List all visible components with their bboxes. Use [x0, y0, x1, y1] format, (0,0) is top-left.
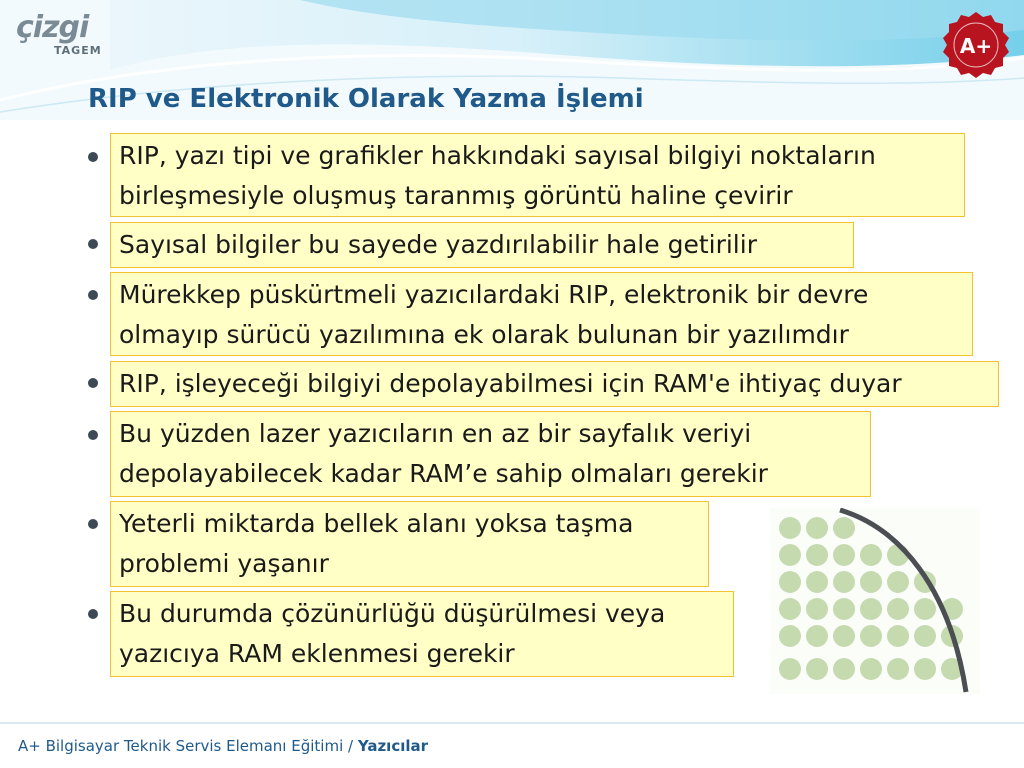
raster-dot	[833, 517, 855, 539]
bullet-text: olmayıp sürücü yazılımına ek olarak bulunan bir yazılımdır	[119, 320, 849, 349]
raster-dot	[806, 625, 828, 647]
bullet-dot	[88, 519, 98, 529]
slide-title: RIP ve Elektronik Olarak Yazma İşlemi	[88, 84, 644, 114]
raster-dot	[860, 625, 882, 647]
bullet-box-7	[110, 591, 734, 677]
raster-dot	[779, 625, 801, 647]
raster-dot	[887, 571, 909, 593]
raster-dot	[779, 517, 801, 539]
raster-dot	[779, 544, 801, 566]
logo-wordmark: çizgi	[16, 10, 89, 45]
raster-dot	[860, 658, 882, 680]
raster-dot	[887, 598, 909, 620]
bullet-dot	[88, 609, 98, 619]
bullet-box-5	[110, 411, 871, 497]
footer-divider	[0, 722, 1024, 724]
raster-dot	[806, 598, 828, 620]
a-plus-seal-icon	[938, 10, 1014, 82]
raster-dot	[914, 598, 936, 620]
raster-dot	[806, 658, 828, 680]
footer-section: Yazıcılar	[357, 737, 429, 755]
bullet-box-4	[110, 361, 999, 407]
bullet-text: depolayabilecek kadar RAM’e sahip olmaları gerekir	[119, 459, 768, 488]
bullet-dot	[88, 378, 98, 388]
bullet-text: Yeterli miktarda bellek alanı yoksa taşma	[119, 509, 634, 538]
raster-dot	[779, 571, 801, 593]
bullet-text: Bu yüzden lazer yazıcıların en az bir sayfalık veriyi	[119, 419, 752, 448]
raster-dot	[833, 598, 855, 620]
raster-dot	[806, 517, 828, 539]
bullet-text: problemi yaşanır	[119, 549, 329, 578]
logo-subtitle: TAGEM	[54, 44, 102, 57]
raster-dot	[860, 598, 882, 620]
bullet-text: RIP, işleyeceği bilgiyi depolayabilmesi için RAM'e ihtiyaç duyar	[119, 369, 902, 398]
raster-dot	[860, 544, 882, 566]
cizgi-tagem-logo	[14, 10, 106, 62]
footer-course: A+ Bilgisayar Teknik Servis Elemanı Eğitimi	[18, 737, 344, 755]
footer-separator: /	[343, 737, 358, 755]
bullet-box-6	[110, 501, 709, 587]
bullet-box-3	[110, 272, 973, 356]
raster-dot	[833, 625, 855, 647]
bullet-dot	[88, 430, 98, 440]
bullet-text: birleşmesiyle oluşmuş taranmış görüntü haline çevirir	[119, 181, 793, 210]
bullet-text: RIP, yazı tipi ve grafikler hakkındaki sayısal bilgiyi noktaların	[119, 141, 876, 170]
bullet-text: Sayısal bilgiler bu sayede yazdırılabilir hale getirilir	[119, 230, 757, 259]
raster-dot	[806, 544, 828, 566]
bullet-text: yazıcıya RAM eklenmesi gerekir	[119, 639, 515, 668]
bullet-box-2	[110, 222, 854, 268]
bullet-text: Bu durumda çözünürlüğü düşürülmesi veya	[119, 599, 666, 628]
raster-dot	[860, 571, 882, 593]
raster-dot	[833, 658, 855, 680]
dot-raster-illustration	[770, 508, 980, 694]
footer	[18, 737, 428, 755]
bullet-text: Mürekkep püskürtmeli yazıcılardaki RIP, elektronik bir devre	[119, 280, 869, 309]
raster-dot	[779, 598, 801, 620]
raster-dot	[833, 544, 855, 566]
raster-dot	[833, 571, 855, 593]
bullet-dot	[88, 239, 98, 249]
raster-dot	[914, 625, 936, 647]
raster-dot	[887, 658, 909, 680]
raster-dot	[887, 625, 909, 647]
bullet-dot	[88, 290, 98, 300]
raster-dot	[806, 571, 828, 593]
raster-dot	[779, 658, 801, 680]
seal-label: A+	[959, 34, 993, 58]
bullet-box-1	[110, 133, 965, 217]
raster-dot	[914, 658, 936, 680]
bullet-dot	[88, 152, 98, 162]
